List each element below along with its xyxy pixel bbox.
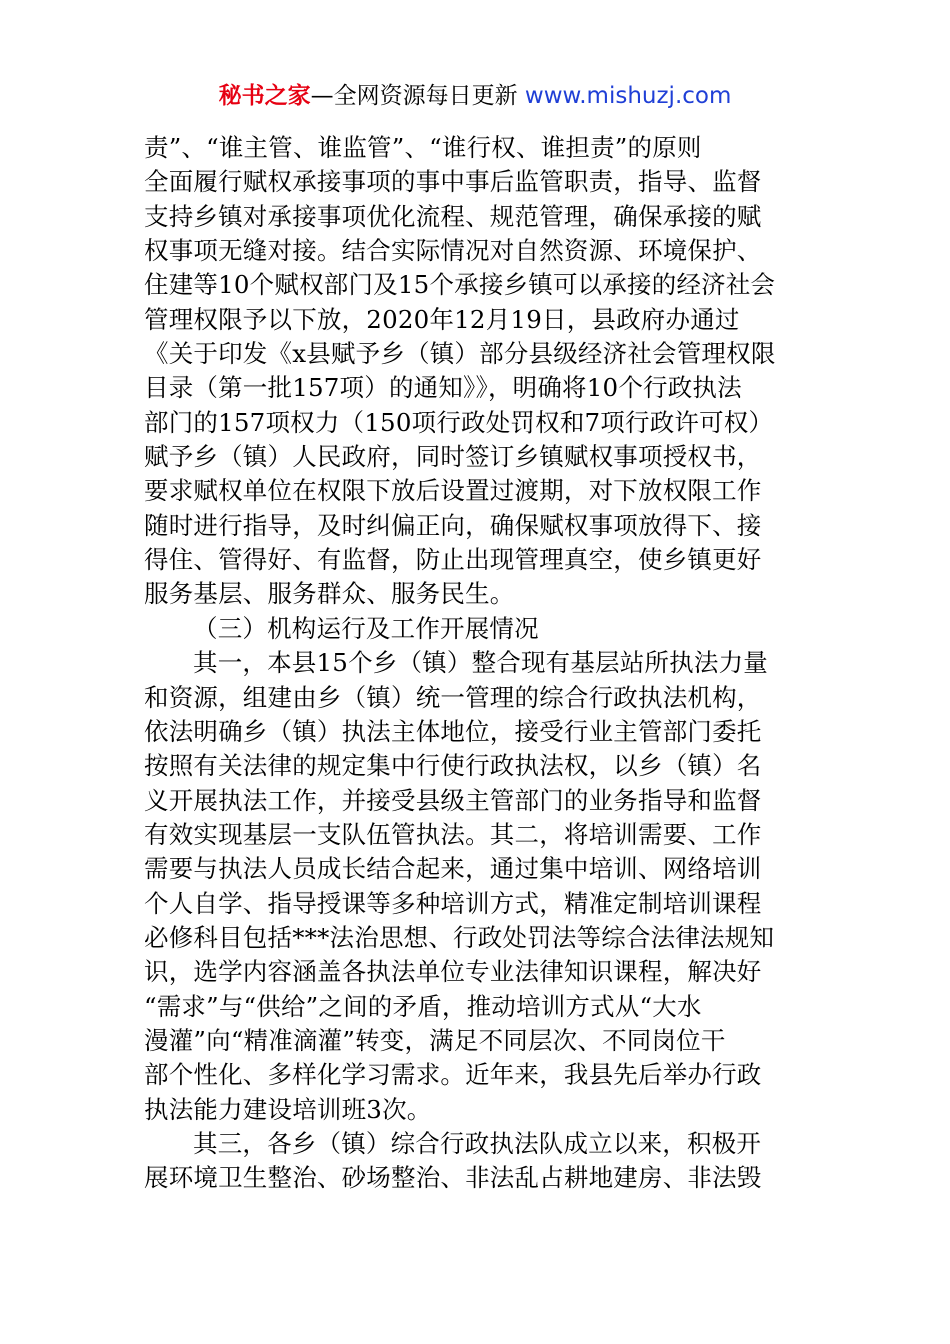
- text-line: 住建等10个赋权部门及15个承接乡镇可以承接的经济社会: [144, 270, 776, 300]
- text-line: 识，选学内容涵盖各执法单位专业法律知识课程，解决好: [144, 957, 762, 987]
- paragraph: [144, 131, 808, 612]
- text-line: 管理权限予以下放，2020年12月19日，县政府办通过: [144, 304, 740, 334]
- text-line: （三）机构运行及工作开展情况: [193, 613, 539, 643]
- paragraph: [144, 646, 808, 1127]
- site-url-link[interactable]: www.mishuzj.com: [524, 83, 732, 109]
- text-line: 执法能力建设培训班3次。: [144, 1094, 432, 1124]
- text-line: 按照有关法律的规定集中行使行政执法权，以乡（镇）名: [144, 751, 762, 781]
- text-line: 义开展执法工作，并接受县级主管部门的业务指导和监督: [144, 785, 762, 815]
- text-line: 赋予乡（镇）人民政府，同时签订乡镇赋权事项授权书，: [144, 442, 762, 472]
- text-line: 全面履行赋权承接事项的事中事后监管职责，指导、监督: [144, 167, 762, 197]
- text-line: 和资源，组建由乡（镇）统一管理的综合行政执法机构，: [144, 682, 762, 712]
- text-line: 随时进行指导，及时纠偏正向，确保赋权事项放得下、接: [144, 510, 762, 540]
- text-line: 支持乡镇对承接事项优化流程、规范管理，确保承接的赋: [144, 201, 762, 231]
- text-line: 责”、“谁主管、谁监管”、“谁行权、谁担责”的原则: [144, 133, 702, 162]
- text-line: 其三，各乡（镇）综合行政执法队成立以来，积极开: [193, 1128, 762, 1158]
- site-header: [0, 80, 950, 112]
- text-line: 权事项无缝对接。结合实际情况对自然资源、环境保护、: [144, 236, 762, 266]
- text-line: 服务基层、服务群众、服务民生。: [144, 579, 515, 609]
- text-line: 个人自学、指导授课等多种培训方式，精准定制培训课程: [144, 888, 762, 918]
- text-line: 有效实现基层一支队伍管执法。其二，将培训需要、工作: [144, 819, 762, 849]
- text-line: 部个性化、多样化学习需求。近年来，我县先后举办行政: [144, 1060, 762, 1090]
- text-line: “需求”与“供给”之间的矛盾，推动培训方式从“大水: [144, 991, 702, 1021]
- text-line: 部门的157项权力（150项行政处罚权和7项行政许可权）: [144, 407, 774, 437]
- text-line: 要求赋权单位在权限下放后设置过渡期，对下放权限工作: [144, 476, 762, 506]
- header-tagline: —全网资源每日更新: [310, 83, 518, 109]
- text-line: 其一，本县15个乡（镇）整合现有基层站所执法力量: [193, 648, 768, 678]
- text-line: 需要与执法人员成长结合起来，通过集中培训、网络培训: [144, 854, 762, 884]
- section-heading: [144, 612, 808, 646]
- paragraph: [144, 1127, 808, 1196]
- text-line: 漫灌”向“精准滴灌”转变，满足不同层次、不同岗位干: [144, 1025, 726, 1055]
- text-line: 目录（第一批157项）的通知》》，明确将10个行政执法: [144, 373, 742, 403]
- text-line: 必修科目包括***法治思想、行政处罚法等综合法律法规知: [144, 922, 775, 952]
- text-line: 得住、管得好、有监督，防止出现管理真空，使乡镇更好: [144, 545, 762, 575]
- text-line: 展环境卫生整治、砂场整治、非法乱占耕地建房、非法毁: [144, 1163, 762, 1193]
- document-body: [144, 131, 808, 1196]
- brand-name: 秘书之家: [218, 83, 311, 109]
- text-line: 依法明确乡（镇）执法主体地位，接受行业主管部门委托: [144, 716, 762, 746]
- text-line: 《关于印发《x县赋予乡（镇）部分县级经济社会管理权限: [144, 339, 776, 369]
